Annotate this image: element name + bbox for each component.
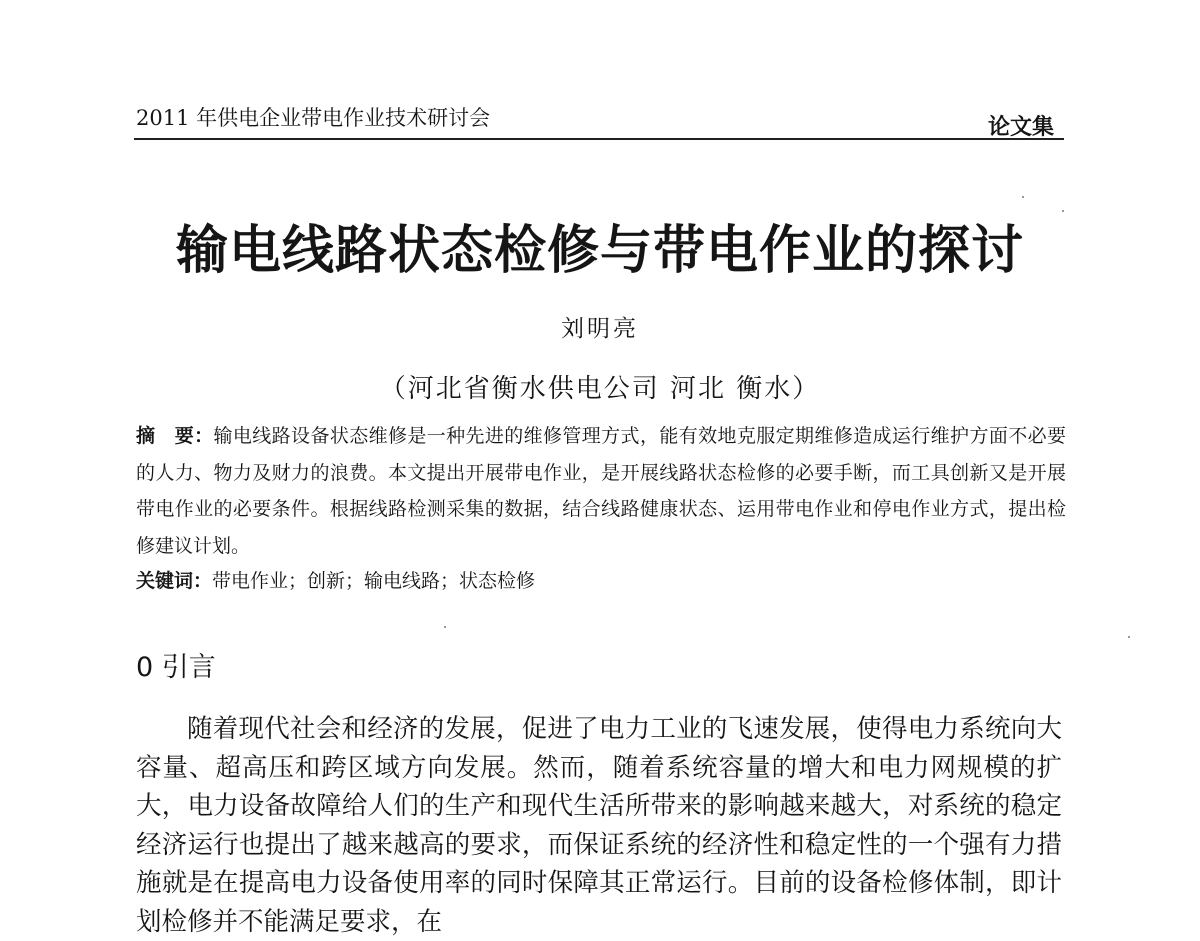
keywords-label: 关键词： bbox=[136, 570, 213, 592]
abstract bbox=[136, 418, 1066, 564]
paper-title: 输电线路状态检修与带电作业的探讨 bbox=[175, 221, 1024, 281]
keywords bbox=[136, 566, 535, 593]
section-heading-introduction: 0 引言 bbox=[136, 652, 216, 683]
abstract-text: 输电线路设备状态维修是一种先进的维修管理方式，能有效地克服定期维修造成运行维护方面不必要的人力、物力及财力的浪费。本文提出开展带电作业，是开展线路状态检修的必要手断，而工具创新又是开展带电作业的必要条件。根据线路检测采集的数据，结合线路健康状态、运用带电作业和停电作业方式，提出检修建议计划。 bbox=[136, 425, 1066, 557]
scan-speck bbox=[444, 626, 446, 628]
abstract-label: 摘 要： bbox=[136, 425, 214, 447]
keywords-text: 带电作业；创新；输电线路；状态检修 bbox=[212, 570, 536, 592]
author-affiliation: （河北省衡水供电公司 河北 衡水） bbox=[379, 374, 821, 404]
header-rule bbox=[134, 138, 1064, 140]
body-paragraph: 随着现代社会和经济的发展，促进了电力工业的飞速发展，使得电力系统向大容量、超高压和跨区域方向发展。然而，随着系统容量的增大和电力网规模的扩大，电力设备故障给人们的生产和现代生活所带来的影响越来越大，对系统的稳定经济运行也提出了越来越高的要求，而保证系统的经济性和稳定性的一个强有力措施就是在提高电力设备使用率的同时保障其正常运行。目前的设备检修体制，即计划检修并不能满足要求，在 bbox=[136, 714, 1062, 937]
running-header-collection: 论文集 bbox=[987, 114, 1054, 140]
scan-speck bbox=[1128, 636, 1130, 638]
author-name: 刘明亮 bbox=[561, 316, 639, 342]
scan-speck bbox=[1062, 210, 1064, 212]
running-header-conference: 2011 年供电企业带电作业技术研讨会 bbox=[136, 106, 491, 130]
scan-speck bbox=[1022, 196, 1024, 198]
